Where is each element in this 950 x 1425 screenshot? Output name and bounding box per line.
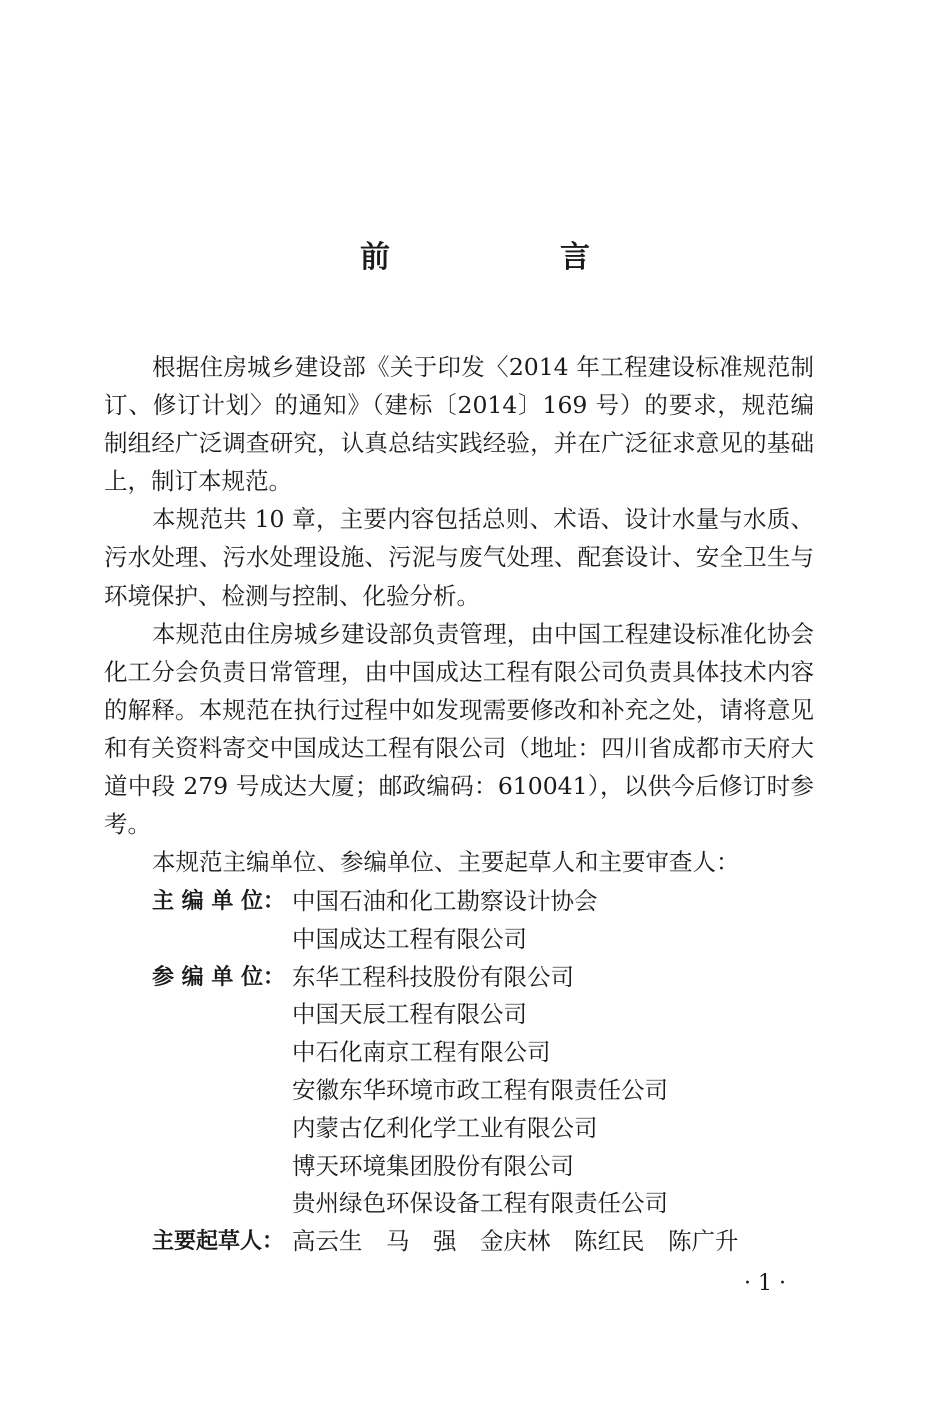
chief-units-label: 主 编 单 位： <box>152 889 285 914</box>
paragraph-management: 本规范由住房城乡建设部负责管理，由中国工程建设标准化协会化工分会负责日常管理，由中国成达工程有限公司负责具体技术内容的解释。本规范在执行过程中如发现需要修改和补充之处，请将意见和有关资料寄交中国成达工程有限公司（地址：四川省成都市天府大道中段 279 号成达大厦；邮政编码：610041），以供今后修订时参考。 <box>104 619 814 839</box>
contributors-list <box>152 883 852 1261</box>
page-title: 前 言 <box>360 240 660 275</box>
page-number: · 1 · <box>744 1271 786 1296</box>
chief-unit: 中国成达工程有限公司 <box>292 924 527 953</box>
preface-body <box>104 348 814 881</box>
participating-units-label: 参 编 单 位： <box>152 964 285 990</box>
participating-unit: 东华工程科技股份有限公司 <box>292 962 574 991</box>
participating-units-row <box>152 959 852 1224</box>
participating-units-values <box>292 959 852 1224</box>
main-drafters-label: 主要起草人： <box>152 1229 285 1255</box>
paragraph-basis: 根据住房城乡建设部《关于印发〈2014 年工程建设标准规范制订、修订计划〉的通知》（建标〔2014〕169 号）的要求，规范编制组经广泛调查研究，认真总结实践经验，并在广泛征求意见的基础上，制订本规范。 <box>104 353 814 496</box>
participating-unit: 博天环境集团股份有限公司 <box>292 1151 574 1180</box>
participating-unit: 安徽东华环境市政工程有限责任公司 <box>292 1075 668 1104</box>
chief-unit: 中国石油和化工勘察设计协会 <box>292 887 598 915</box>
paragraph-contents: 本规范共 10 章，主要内容包括总则、术语、设计水量与水质、污水处理、污水处理设施、污泥与废气处理、配套设计、安全卫生与环境保护、检测与控制、化验分析。 <box>104 505 814 610</box>
participating-unit: 中石化南京工程有限公司 <box>292 1038 551 1067</box>
main-drafters-row <box>152 1223 852 1261</box>
participating-unit: 中国天辰工程有限公司 <box>292 1000 527 1029</box>
chief-units-row <box>152 883 852 959</box>
main-drafters-names: 高云生 马 强 金庆林 陈红民 陈广升 <box>292 1227 739 1256</box>
participating-unit: 内蒙古亿利化学工业有限公司 <box>292 1113 598 1142</box>
participating-unit: 贵州绿色环保设备工程有限责任公司 <box>292 1189 668 1218</box>
paragraph-contributors-intro: 本规范主编单位、参编单位、主要起草人和主要审查人： <box>152 848 740 877</box>
chief-units-values <box>292 883 852 959</box>
